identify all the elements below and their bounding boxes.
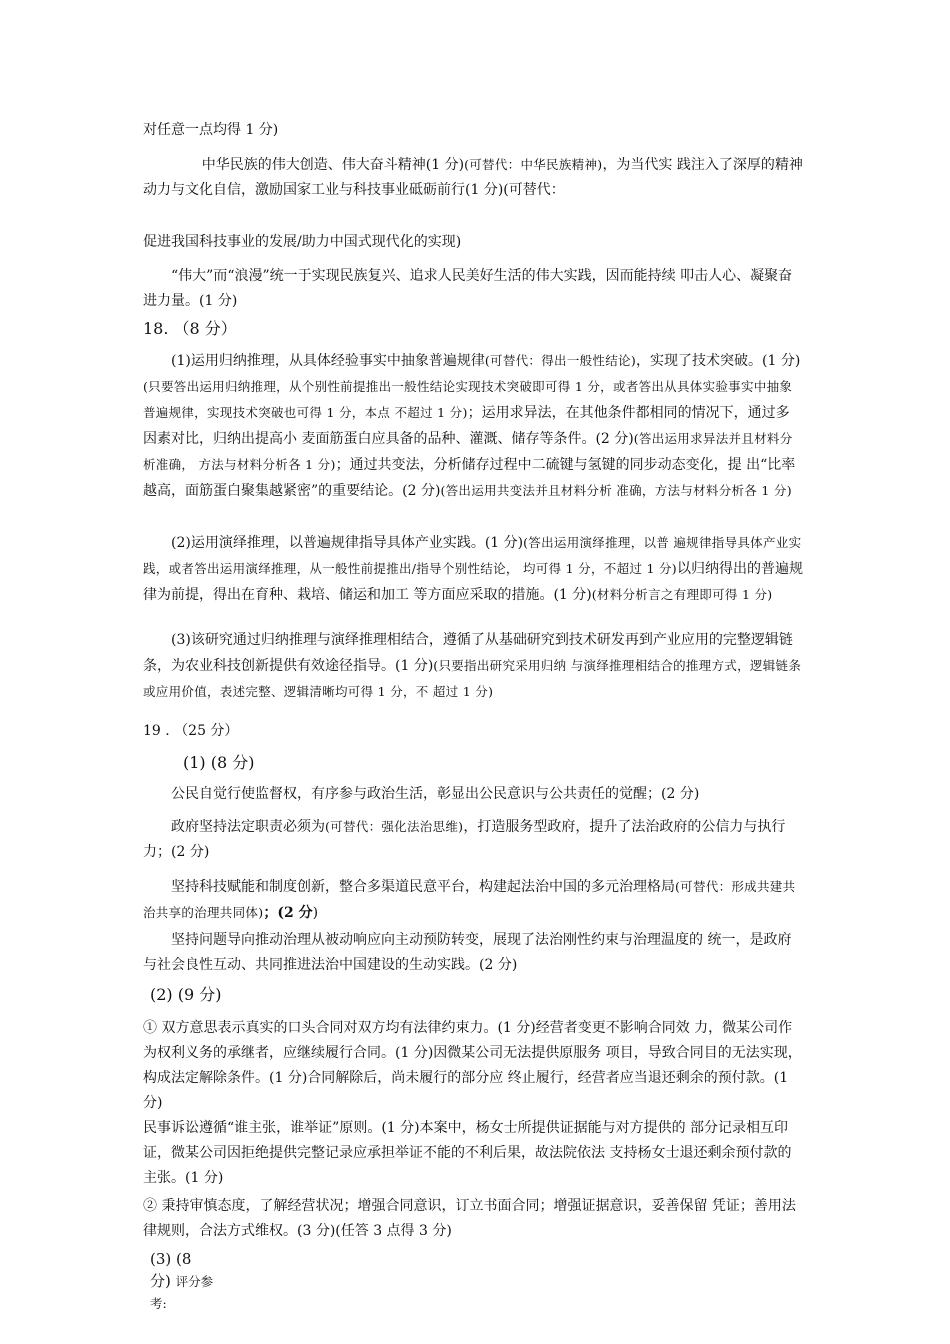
q18-part3: (3)该研究通过归纳推理与演绎推理相结合，遵循了从基础研究到技术研发再到产业应用的完整逻辑链条，为农业科技创新提供有效途径指导。(1 分)(只要指出研究采用归纳 与演绎推理相结合的推理方式，逻辑链条或应用价值，表述完整、逻辑清晰均可得 1 分，不 超过 1 分) (143, 632, 802, 699)
q19-part1-heading: (1) (8 分) (183, 753, 255, 772)
romance-paragraph: “伟大”而“浪漫”统一于实现民族复兴、追求人民美好生活的伟大实践，因而能持续 叩击人心、凝聚奋进力量。(1 分) (143, 268, 793, 309)
question-19-heading: 19 . （25 分） (143, 723, 239, 739)
q19-part1-point2: 政府坚持法定职责必须为(可替代：强化法治思维)，打造服务型政府，提升了法治政府的公信力与执行力；(2 分) (143, 819, 786, 860)
question-18-heading: 18. （8 分） (143, 319, 237, 338)
q18-part1: (1)运用归纳推理，从具体经验事实中抽象普遍规律(可替代：得出一般性结论)，实现了技术突破。(1 分)(只要答出运用归纳推理，从个别性前提推出一般性结论实现技术突破即可得 1 分，或者答出从具体实验事实中抽象普遍规律，实现技术突破也可得 1 分，本点 不超过 1 分)；运用求异法，在其他条件都相同的情况下，通过多因素对比，归纳出提高小 麦面筋蛋白应具备的品种、灌溉、储存等条件。(2 分)(答出运用求异法并且材料分析准确， 方法与材料分析各 1 分)；通过共变法，分析储存过程中二硫键与氢键的同步动态变化，提 出“比率越高，面筋蛋白聚集越紧密”的重要结论。(2 分)(答出运用共变法并且材料分析 准确，方法与材料分析各 1 分) (143, 353, 801, 499)
q19-part2-point2: 民事诉讼遵循“谁主张，谁举证”原则。(1 分)本案中，杨女士所提供证据能与对方提供的 部分记录相互印证，微某公司因拒绝提供完整记录应承担举证不能的不利后果，故法院依法 支持杨女士退还剩余预付款的主张。(1 分) (143, 1120, 792, 1186)
spirit-paragraph-cont: 促进我国科技事业的发展/助力中国式现代化的实现) (143, 234, 462, 250)
q19-part1-point1: 公民自觉行使监督权，有序参与政治生活，彰显出公民意识与公共责任的觉醒；(2 分) (171, 786, 700, 802)
q19-part3-heading: (3) (8 分) 评分参 考: (150, 1250, 214, 1311)
spirit-paragraph: 中华民族的伟大创造、伟大奋斗精神(1 分)(可替代：中华民族精神)，为当代实 践注入了深厚的精神动力与文化自信，激励国家工业与科技事业砥砺前行(1 分)(可替代： (143, 157, 803, 198)
q19-part1-point3: 坚持科技赋能和制度创新，整合多渠道民意平台，构建起法治中国的多元治理格局(可替代：形成共建共治共享的治理共同体)；(2 分) (143, 879, 796, 921)
q19-part2-point1: ① 双方意思表示真实的口头合同对双方均有法律约束力。(1 分)经营者变更不影响合同效 力，微某公司作为权利义务的承继者，应继续履行合同。(1 分)因微某公司无法提供原服务 项目，导致合同目的无法实现，构成法定解除条件。(1 分)合同解除后，尚未履行的部分应 终止履行，经营者应当退还剩余的预付款。(1 分) (143, 1020, 802, 1111)
q18-part2: (2)运用演绎推理，以普遍规律指导具体产业实践。(1 分)(答出运用演绎推理，以普 遍规律指导具体产业实践，或者答出运用演绎推理，从一般性前提推出/指导个别性结论， 均可得 1 分，不超过 1 分)以归纳得出的普遍规律为前提，得出在育种、栽培、储运和加工 等方面应采取的措施。(1 分)(材料分析言之有理即可得 1 分) (143, 535, 803, 603)
q19-part1-point4: 坚持问题导向推动治理从被动响应向主动预防转变，展现了法治刚性约束与治理温度的 统一，是政府与社会良性互动、共同推进法治中国建设的生动实践。(2 分) (143, 932, 792, 973)
q19-part2-point3: ② 秉持审慎态度，了解经营状况；增强合同意识，订立书面合同；增强证据意识，妥善保留 凭证；善用法律规则，合法方式维权。(3 分)(任答 3 点得 3 分) (143, 1198, 796, 1239)
q19-part2-heading: (2) (9 分) (150, 985, 222, 1004)
carryover-line: 对任意一点均得 1 分) (143, 122, 279, 138)
